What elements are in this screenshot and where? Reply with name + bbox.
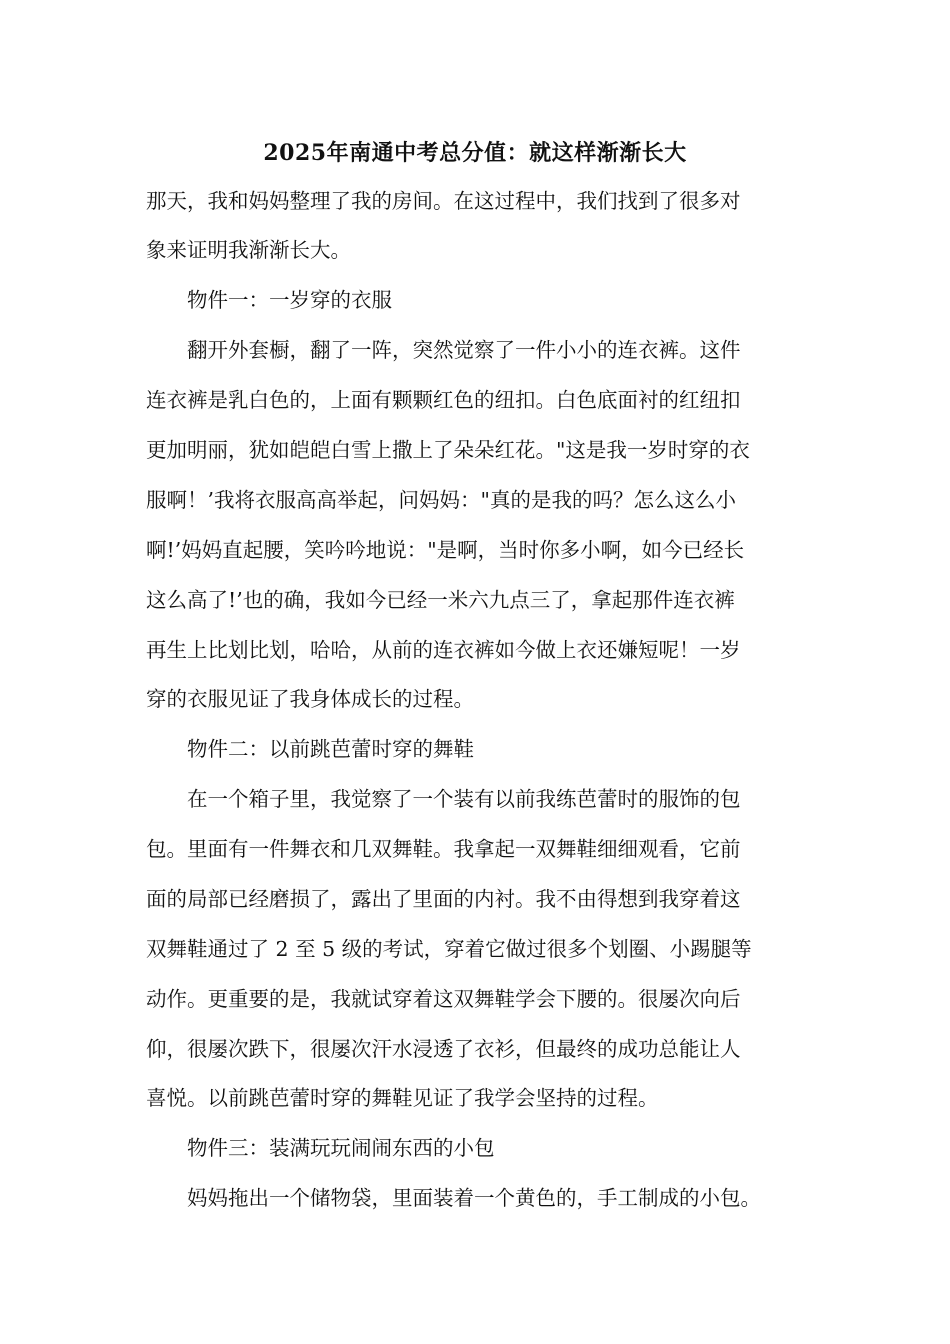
paragraph-line: 连衣裤是乳白色的，上面有颗颗红色的纽扣。白色底面衬的红纽扣: [146, 388, 741, 412]
paragraph-line: 包。里面有一件舞衣和几双舞鞋。我拿起一双舞鞋细细观看，它前: [146, 837, 741, 861]
paragraph-line: 再生上比划比划，哈哈，从前的连衣裤如今做上衣还嫌短呢！一岁: [146, 638, 741, 662]
paragraph-line: 这么高了!’也的确，我如今已经一米六九点三了，拿起那件连衣裤: [146, 588, 735, 612]
paragraph-line: 更加明丽，犹如皑皑白雪上撒上了朵朵红花。"这是我一岁时穿的衣: [146, 438, 750, 462]
paragraph-line: 仰，很屡次跌下，很屡次汗水浸透了衣衫，但最终的成功总能让人: [146, 1037, 741, 1061]
paragraph-line: 喜悦。以前跳芭蕾时穿的舞鞋见证了我学会坚持的过程。: [146, 1086, 659, 1110]
section-heading: 物件一：一岁穿的衣服: [146, 288, 392, 312]
paragraph-line: 翻开外套橱，翻了一阵，突然觉察了一件小小的连衣裤。这件: [146, 338, 741, 362]
paragraph-line: 象来证明我渐渐长大。: [146, 238, 351, 262]
paragraph-line: 那天，我和妈妈整理了我的房间。在这过程中，我们找到了很多对: [146, 189, 741, 213]
section-heading: 物件三：装满玩玩闹闹东西的小包: [146, 1136, 495, 1160]
section-heading: 物件二：以前跳芭蕾时穿的舞鞋: [146, 737, 474, 761]
paragraph-line: 面的局部已经磨损了，露出了里面的内衬。我不由得想到我穿着这: [146, 887, 741, 911]
paragraph-line: 在一个箱子里，我觉察了一个装有以前我练芭蕾时的服饰的包: [146, 787, 741, 811]
document-title: 2025年南通中考总分值：就这样渐渐长大: [263, 140, 687, 166]
paragraph-line: 妈妈拖出一个储物袋，里面装着一个黄色的，手工制成的小包。: [146, 1186, 761, 1210]
paragraph-line: 服啊！’我将衣服高高举起，问妈妈："真的是我的吗？怎么这么小: [146, 488, 736, 512]
paragraph-line: 双舞鞋通过了 2 至 5 级的考试，穿着它做过很多个划圈、小踢腿等: [146, 937, 752, 961]
paragraph-line: 穿的衣服见证了我身体成长的过程。: [146, 687, 474, 711]
paragraph-line: 啊!’妈妈直起腰，笑吟吟地说："是啊，当时你多小啊，如今已经长: [146, 538, 745, 562]
paragraph-line: 动作。更重要的是，我就试穿着这双舞鞋学会下腰的。很屡次向后: [146, 987, 741, 1011]
